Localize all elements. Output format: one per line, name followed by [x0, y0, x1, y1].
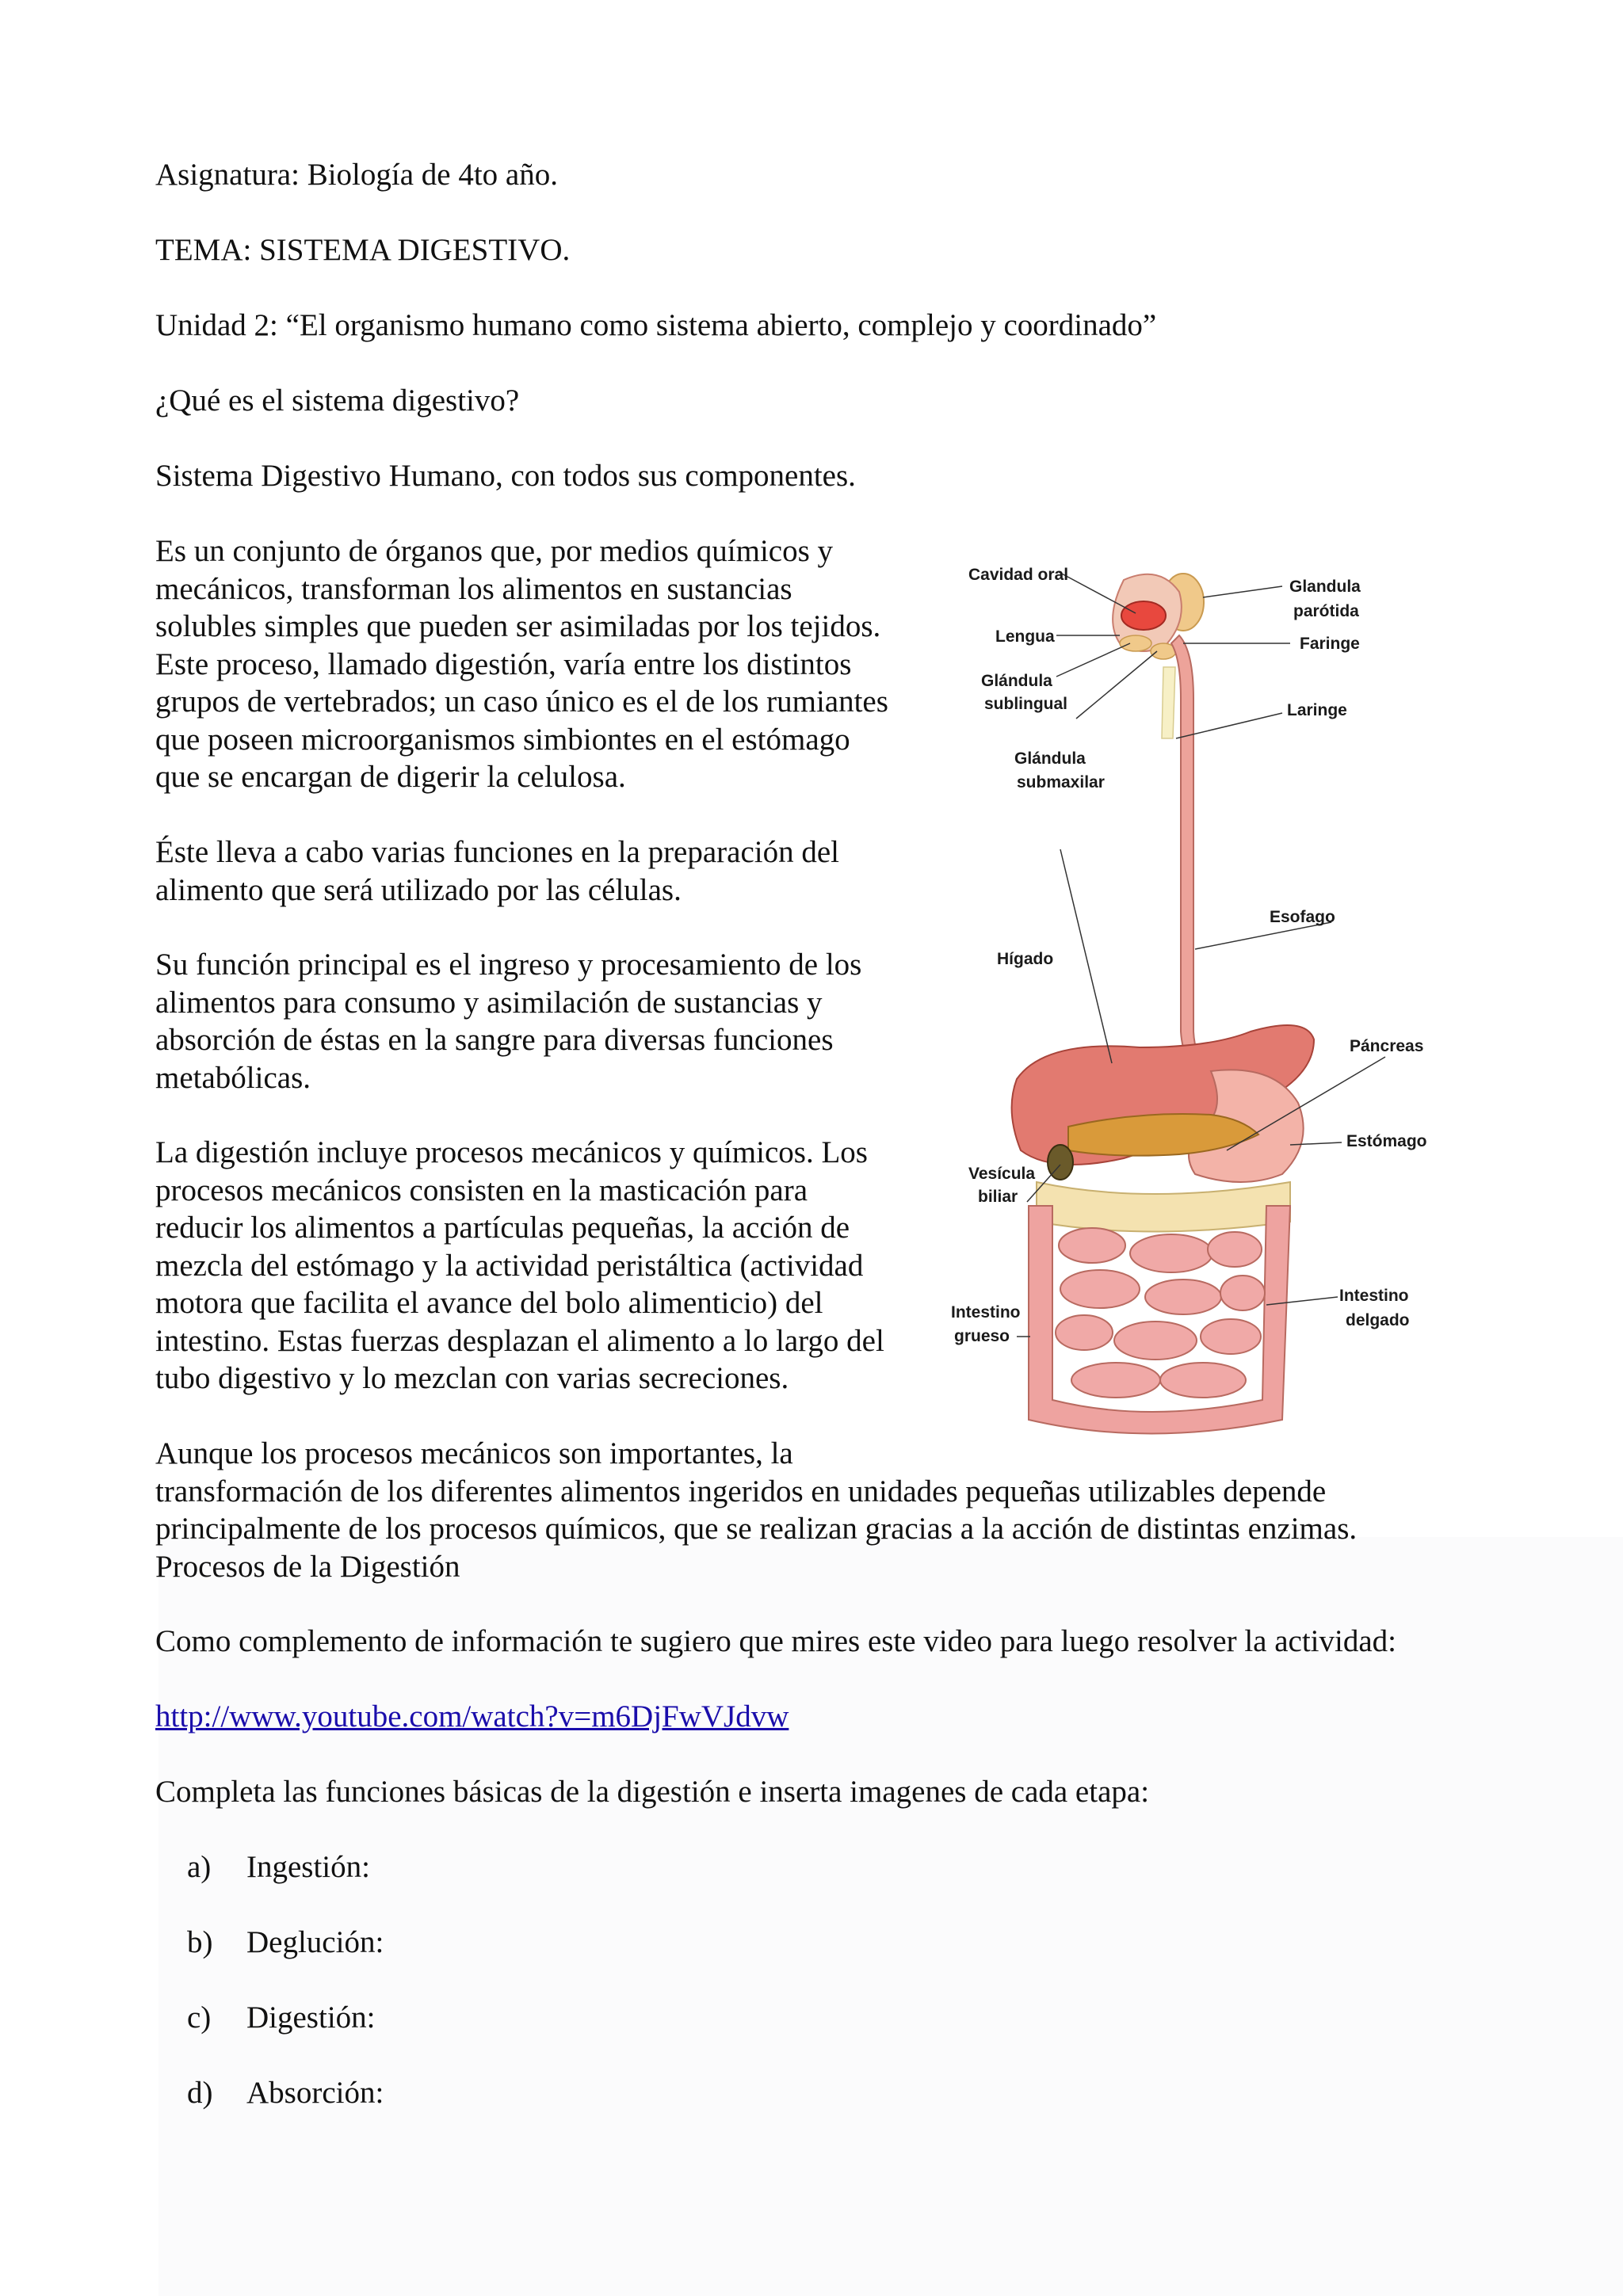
- text-line: reducir los alimentos a partículas pequeñas, la acción de: [155, 1211, 850, 1245]
- list-label: Deglución:: [246, 1925, 384, 1959]
- list-marker: d): [187, 2076, 213, 2110]
- text-line: Este proceso, llamado digestión, varía entre los distintos: [155, 646, 852, 681]
- label-glandula-parotida-1: Glandula: [1289, 578, 1361, 596]
- list-label: Absorción:: [246, 2076, 384, 2110]
- text-line: Es un conjunto de órganos que, por medios químicos y: [155, 534, 834, 568]
- text-line: alimentos para consumo y asimilación de sustancias y: [155, 985, 823, 1020]
- sublingual-gland: [1120, 635, 1151, 651]
- esophagus-shape: [1171, 635, 1215, 1079]
- list-item: [187, 1924, 384, 1962]
- text-line: procesos mecánicos consisten en la masticación para: [155, 1173, 808, 1207]
- larynx-shape: [1162, 667, 1175, 738]
- text-line: Su función principal es el ingreso y procesamiento de los: [155, 948, 862, 982]
- figure-caption: Sistema Digestivo Humano, con todos sus componentes.: [155, 459, 856, 493]
- list-item: [187, 1999, 376, 2037]
- list-label: Ingestión:: [246, 1850, 370, 1884]
- text-line: transformación de los diferentes alimentos ingeridos en unidades pequeñas utilizables depende: [155, 1474, 1327, 1508]
- label-vesicula-1: Vesícula: [968, 1165, 1036, 1183]
- label-glandula-submaxilar-2: submaxilar: [1017, 773, 1105, 791]
- label-vesicula-2: biliar: [978, 1188, 1018, 1206]
- list-label: Digestión:: [246, 2000, 376, 2035]
- label-pancreas: Páncreas: [1350, 1037, 1424, 1055]
- list-marker: a): [187, 1850, 212, 1884]
- label-laringe: Laringe: [1287, 701, 1347, 719]
- label-cavidad-oral: Cavidad oral: [968, 566, 1069, 584]
- section-heading: Procesos de la Digestión: [155, 1549, 460, 1584]
- task-instruction: Completa las funciones básicas de la digestión e inserta imagenes de cada etapa:: [155, 1775, 1150, 1809]
- topic-line: TEMA: SISTEMA DIGESTIVO.: [155, 233, 571, 267]
- text-line: que poseen microorganismos simbiontes en el estómago: [155, 722, 850, 757]
- text-line: solubles simples que pueden ser asimiladas por los tejidos.: [155, 609, 881, 643]
- label-esofago: Esofago: [1270, 908, 1335, 926]
- label-intestino-grueso-2: grueso: [954, 1327, 1010, 1345]
- label-glandula-submaxilar-1: Glándula: [1014, 749, 1086, 768]
- tongue-shape: [1121, 601, 1166, 630]
- text-line: mezcla del estómago y la actividad peristáltica (actividad: [155, 1248, 864, 1283]
- label-glandula-sublingual-2: sublingual: [984, 695, 1067, 713]
- list-item: [187, 2074, 384, 2112]
- unit-line: Unidad 2: “El organismo humano como sistema abierto, complejo y coordinado”: [155, 308, 1157, 342]
- video-link-line: [155, 1698, 789, 1736]
- text-line: que se encargan de digerir la celulosa.: [155, 760, 626, 794]
- text-line: principalmente de los procesos químicos, que se realizan gracias a la acción de distintas enzimas.: [155, 1512, 1358, 1546]
- label-intestino-grueso-1: Intestino: [951, 1303, 1021, 1322]
- label-lengua: Lengua: [995, 627, 1055, 646]
- label-intestino-delgado-1: Intestino: [1339, 1287, 1409, 1305]
- list-marker: b): [187, 1925, 213, 1959]
- text-line: Aunque los procesos mecánicos son importantes, la: [155, 1436, 793, 1470]
- text-line: absorción de éstas en la sangre para diversas funciones: [155, 1023, 834, 1057]
- label-glandula-sublingual-1: Glándula: [981, 672, 1052, 690]
- text-line: metabólicas.: [155, 1060, 311, 1095]
- small-intestine-shape: [1056, 1228, 1265, 1398]
- omentum-shape: [1037, 1182, 1290, 1232]
- text-line: tubo digestivo y lo mezclan con varias secreciones.: [155, 1361, 789, 1395]
- label-glandula-parotida-2: parótida: [1293, 602, 1359, 620]
- text-line: motora que facilita el avance del bolo alimenticio) del: [155, 1286, 823, 1320]
- text-line: La digestión incluye procesos mecánicos y químicos. Los: [155, 1135, 868, 1169]
- label-intestino-delgado-2: delgado: [1346, 1311, 1410, 1329]
- video-intro: Como complemento de información te sugiero que mires este video para luego resolver la actividad:: [155, 1624, 1396, 1658]
- text-line: Éste lleva a cabo varias funciones en la preparación del: [155, 835, 840, 869]
- text-line: alimento que será utilizado por las células.: [155, 872, 682, 907]
- list-marker: c): [187, 2000, 212, 2035]
- label-higado: Hígado: [997, 950, 1054, 968]
- video-link[interactable]: http://www.youtube.com/watch?v=m6DjFwVJdvw: [155, 1699, 789, 1733]
- question-heading: ¿Qué es el sistema digestivo?: [155, 383, 520, 418]
- subject-line: Asignatura: Biología de 4to año.: [155, 158, 558, 192]
- text-line: grupos de vertebrados; un caso único es el de los rumiantes: [155, 685, 888, 719]
- text-line: intestino. Estas fuerzas desplazan el alimento a lo largo del: [155, 1323, 884, 1358]
- list-item: [187, 1848, 370, 1886]
- label-estomago: Estómago: [1346, 1132, 1427, 1150]
- text-line: mecánicos, transforman los alimentos en sustancias: [155, 571, 792, 606]
- label-faringe: Faringe: [1300, 635, 1360, 653]
- digestive-system-diagram: [941, 524, 1442, 1451]
